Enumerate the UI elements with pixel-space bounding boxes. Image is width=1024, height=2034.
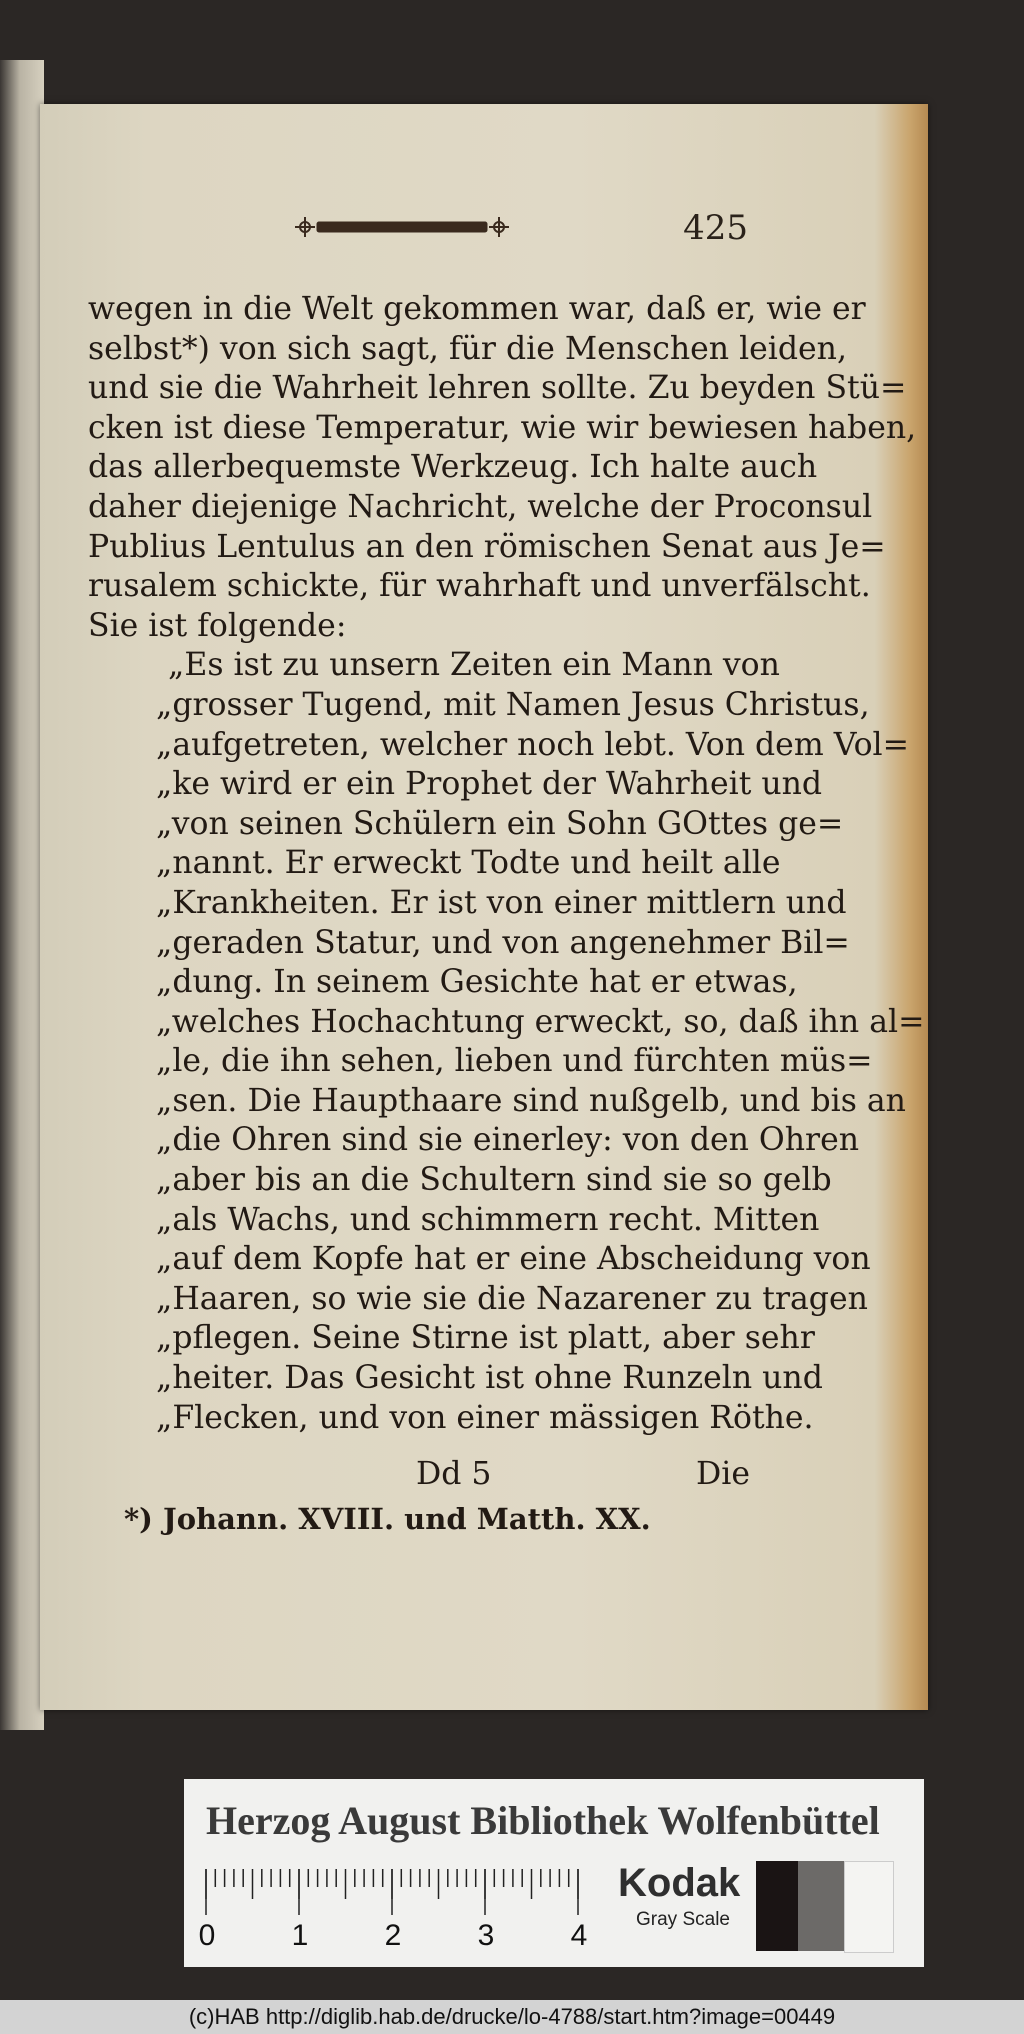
quote-line: „von seinen Schülern ein Sohn GOttes ge= xyxy=(156,805,844,842)
quote-line: „welches Hochachtung erweckt, so, daß ihn al= xyxy=(156,1003,925,1040)
text-line: daher diejenige Nachricht, welche der Proconsul xyxy=(88,488,873,525)
quote-line: „heiter. Das Gesicht ist ohne Runzeln und xyxy=(156,1360,823,1397)
signature-row xyxy=(88,1456,750,1496)
quote-line: „nannt. Er erweckt Todte und heilt alle xyxy=(156,845,781,882)
quote-line: „geraden Statur, und von angenehmer Bil= xyxy=(156,924,850,961)
quote-line: „Haaren, so wie sie die Nazarener zu tragen xyxy=(156,1280,868,1317)
header-ornament xyxy=(295,216,509,238)
text-line: Publius Lentulus an den römischen Senat aus Je= xyxy=(88,528,886,565)
ruler-label: 2 xyxy=(384,1919,402,1952)
footnote: *) Johann. XVIII. und Matth. XX. xyxy=(124,1502,651,1536)
text-line: rusalem schickte, für wahrhaft und unverfälscht. xyxy=(88,568,871,605)
quote-line: „auf dem Kopfe hat er eine Abscheidung von xyxy=(156,1241,871,1278)
ruler-scale xyxy=(206,1869,586,1915)
ruler-label: 0 xyxy=(198,1919,216,1952)
text-line: selbst*) von sich sagt, für die Menschen leiden, xyxy=(88,330,847,367)
quote-line: „grosser Tugend, mit Namen Jesus Christus, xyxy=(156,686,870,723)
kodak-logo: Kodak xyxy=(618,1861,741,1905)
color-target-card xyxy=(184,1779,924,1967)
quote-line: „ke wird er ein Prophet der Wahrheit und xyxy=(156,766,823,803)
quote-line: „le, die ihn sehen, lieben und fürchten müs= xyxy=(156,1043,873,1080)
signature-mark: Dd 5 xyxy=(416,1456,492,1492)
ruler-label: 3 xyxy=(477,1919,495,1952)
ruler-label: 1 xyxy=(291,1919,309,1952)
text-line: wegen in die Welt gekommen war, daß er, wie er xyxy=(88,291,866,327)
quote-line: „sen. Die Haupthaare sind nußgelb, und bis an xyxy=(156,1082,906,1119)
gray-swatch-black xyxy=(756,1861,798,1951)
gray-scale-label: Gray Scale xyxy=(636,1909,730,1930)
ruler-label: 4 xyxy=(570,1919,588,1952)
quote-line: „Es ist zu unsern Zeiten ein Mann von xyxy=(168,647,780,684)
quote-line: „Krankheiten. Er ist von einer mittlern und xyxy=(156,884,847,921)
quote-line: „dung. In seinem Gesichte hat er etwas, xyxy=(156,964,798,1001)
gray-swatch-mid xyxy=(798,1861,844,1951)
library-title: Herzog August Bibliothek Wolfenbüttel xyxy=(206,1798,880,1843)
credit-line: (c)HAB http://diglib.hab.de/drucke/lo-4788/start.htm?image=00449 xyxy=(0,2000,1024,2034)
facing-page-edge xyxy=(0,60,44,1730)
quote-line: „aber bis an die Schultern sind sie so gelb xyxy=(156,1162,832,1199)
quote-line: „die Ohren sind sie einerley: von den Ohren xyxy=(156,1122,860,1159)
quote-line: „als Wachs, und schimmern recht. Mitten xyxy=(156,1201,820,1238)
catchword: Die xyxy=(696,1456,750,1492)
gray-swatch-white xyxy=(844,1861,894,1953)
text-line: cken ist diese Temperatur, wie wir bewiesen haben, xyxy=(88,409,917,446)
body-text xyxy=(88,290,925,1438)
text-line: und sie die Wahrheit lehren sollte. Zu beyden Stü= xyxy=(88,370,907,407)
quote-line: „Flecken, und von einer mässigen Röthe. xyxy=(156,1399,814,1436)
quote-line: „pflegen. Seine Stirne ist platt, aber sehr xyxy=(156,1320,815,1357)
text-line: das allerbequemste Werkzeug. Ich halte auch xyxy=(88,449,818,486)
text-line: Sie ist folgende: xyxy=(88,607,347,644)
page-number: 425 xyxy=(683,208,748,248)
quote-line: „aufgetreten, welcher noch lebt. Von dem Vol= xyxy=(156,726,910,763)
